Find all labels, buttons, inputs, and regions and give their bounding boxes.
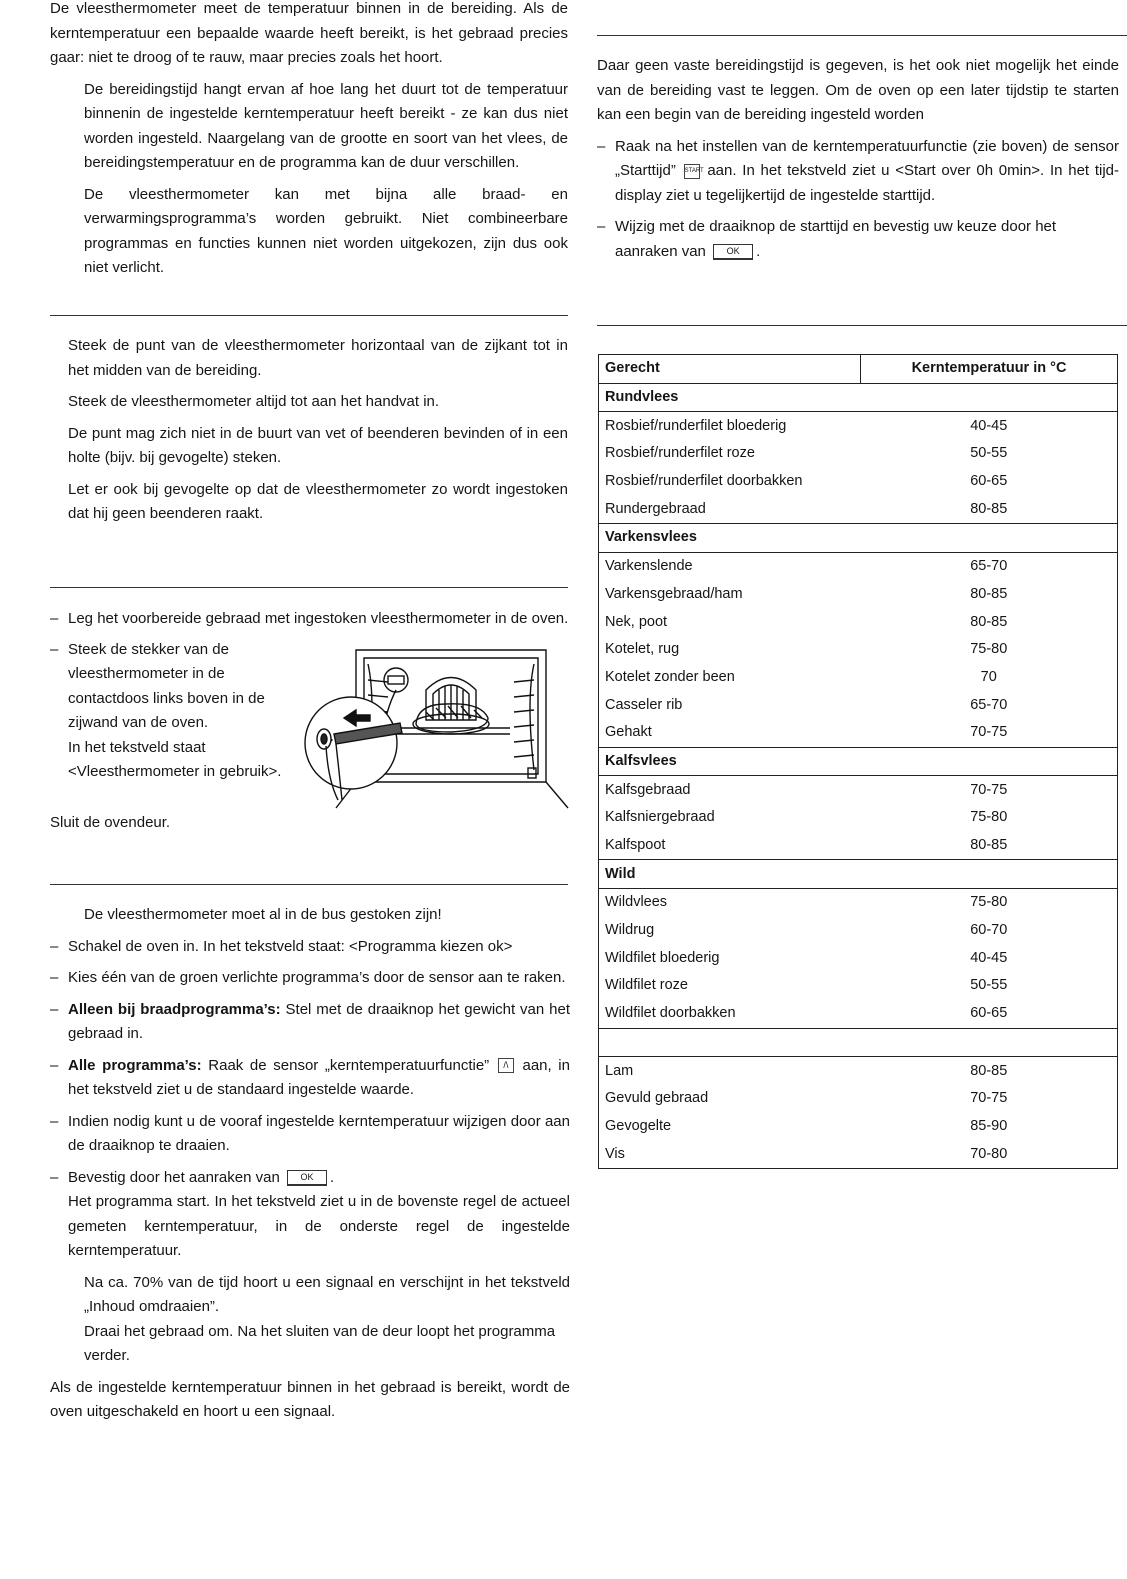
ok-button-icon: OK	[713, 244, 753, 260]
table-row	[599, 552, 1118, 580]
table-row	[599, 1085, 1118, 1113]
start-sensor-icon: START	[684, 164, 700, 179]
insert-step: Steek de punt van de vleesthermometer horizontaal van de zijkant tot in het midden van de bereiding.	[68, 337, 568, 379]
core-temperature-value: 75-80	[861, 889, 1118, 917]
insert-section	[50, 334, 568, 527]
table-row	[599, 664, 1118, 692]
table-row	[599, 832, 1118, 860]
warning-text: De vleesthermometer moet al in de bus gestoken zijn!	[84, 906, 442, 923]
core-temperature-value: 85-90	[861, 1113, 1118, 1141]
dish-name: Varkenslende	[599, 552, 861, 580]
table-row	[599, 1140, 1118, 1168]
probe-sensor-icon: /\	[498, 1058, 514, 1073]
step-emphasis: Alleen bij braadprogramma’s:	[68, 1000, 281, 1018]
table-row	[599, 412, 1118, 440]
dish-name: Wildrug	[599, 917, 861, 945]
dish-name: Kalfsniergebraad	[599, 804, 861, 832]
step-emphasis: Alle programma’s:	[68, 1056, 202, 1074]
usage-step: – Kies één van de groen verlichte programma’s door de sensor aan te raken.	[50, 966, 570, 991]
table-row	[599, 972, 1118, 1000]
core-temperature-value: 70-75	[861, 1085, 1118, 1113]
table-row	[599, 468, 1118, 496]
table-row	[599, 495, 1118, 523]
final-text: Als de ingestelde kerntemperatuur binnen in het gebraad is bereikt, wordt de oven uitgeschakeld en hoort u een signaal.	[50, 1378, 570, 1420]
core-temperature-value: 70	[861, 664, 1118, 692]
core-temperature-value: 65-70	[861, 552, 1118, 580]
step-text: Wijzig met de draaiknop de starttijd en bevestig uw keuze door het aanraken van	[615, 218, 1057, 260]
core-temperature-value: 80-85	[861, 1057, 1118, 1085]
core-temperature-value: 75-80	[861, 804, 1118, 832]
core-temperature-value: 70-80	[861, 1140, 1118, 1168]
dish-name: Kotelet, rug	[599, 636, 861, 664]
dish-name: Wildvlees	[599, 889, 861, 917]
step-text: Stel met de draaiknop het gewicht van het gebraad in.	[68, 1000, 570, 1042]
usage-step	[50, 1054, 570, 1103]
section-divider	[50, 315, 568, 316]
core-temperature-value: 65-70	[861, 691, 1118, 719]
insert-step: Let er ook bij gevogelte op dat de vleesthermometer zo wordt ingestoken dat hij geen beenderen raakt.	[68, 480, 568, 522]
table-blank-row	[599, 1028, 1118, 1057]
table-row	[599, 917, 1118, 945]
dish-name: Gehakt	[599, 719, 861, 747]
table-row	[599, 889, 1118, 917]
note-signal: Na ca. 70% van de tijd hoort u een signaal en verschijnt in het tekstveld „Inhoud omdraaien”.	[84, 1273, 570, 1315]
note-turn: Draai het gebraad om. Na het sluiten van de deur loopt het programma verder.	[84, 1322, 556, 1364]
close-door-text: Sluit de ovendeur.	[50, 813, 171, 831]
dish-name: Varkensgebraad/ham	[599, 581, 861, 609]
core-temperature-value: 80-85	[861, 608, 1118, 636]
left-column	[50, 0, 568, 281]
table-category-row	[599, 860, 1118, 889]
start-intro: Daar geen vaste bereidingstijd is gegeven, is het ook niet mogelijk het einde van de bereiding vast te leggen. Om de oven op een later tijdstip te starten kan een begin van de bereiding ingesteld worden	[597, 57, 1119, 123]
table-row	[599, 804, 1118, 832]
insert-step: De punt mag zich niet in de buurt van vet of beenderen bevinden of in een holte (bijv. bij gevogelte) steken.	[68, 424, 568, 466]
note-programs: De vleesthermometer kan met bijna alle braad- en verwarmingsprogramma’s worden gebruikt. Niet combineerbare programmas en functies kunnen niet worden uitgekozen, zijn dus ook niet verlicht.	[84, 185, 568, 276]
dish-name: Casseler rib	[599, 691, 861, 719]
start-step: – Wijzig met de draaiknop de starttijd en bevestig uw keuze door het aanraken van OK .	[597, 215, 1119, 264]
dish-name: Rosbief/runderfilet doorbakken	[599, 468, 861, 496]
table-row	[599, 581, 1118, 609]
core-temperature-value: 40-45	[861, 412, 1118, 440]
table-row	[599, 776, 1118, 804]
core-temperature-value: 75-80	[861, 636, 1118, 664]
dish-name: Gevogelte	[599, 1113, 861, 1141]
core-temperature-value: 60-70	[861, 917, 1118, 945]
column-header: Kerntemperatuur in °C	[861, 355, 1118, 384]
dish-name: Nek, poot	[599, 608, 861, 636]
category-label: Kalfsvlees	[599, 747, 1118, 776]
table-row	[599, 636, 1118, 664]
category-label: Varkensvlees	[599, 524, 1118, 553]
core-temperature-value: 40-45	[861, 944, 1118, 972]
usage-step: – Schakel de oven in. In het tekstveld staat: <Programma kiezen ok>	[50, 935, 570, 960]
note-duration: De bereidingstijd hangt ervan af hoe lang het duurt tot de temperatuur binnenin de ingestelde kerntemperatuur heeft bereikt - ze kan dus niet worden ingesteld. Naargelang van de grootte en soort van het vlees, de bereidingstemperatuur en de programma kan de duur verschillen.	[84, 80, 568, 171]
dish-name: Wildfilet roze	[599, 972, 861, 1000]
core-temperature-value: 60-65	[861, 1000, 1118, 1028]
core-temperature-value: 50-55	[861, 440, 1118, 468]
table-row	[599, 1057, 1118, 1085]
step-text: aan, in het tekstveld ziet u de standaard ingestelde waarde.	[68, 1056, 570, 1098]
section-divider	[50, 884, 568, 885]
oven-illustration	[296, 640, 571, 812]
dish-name: Gevuld gebraad	[599, 1085, 861, 1113]
section-divider	[50, 587, 568, 588]
dish-name: Rosbief/runderfilet bloederig	[599, 412, 861, 440]
step-text: Raak na het instellen van de kerntemperatuurfunctie (zie boven) de sensor „Starttijd”	[615, 137, 1119, 179]
table-row	[599, 691, 1118, 719]
table-row	[599, 719, 1118, 747]
step-text: Bevestig door het aanraken van	[68, 1168, 280, 1186]
category-label: Wild	[599, 860, 1118, 889]
dish-name: Lam	[599, 1057, 861, 1085]
column-header: Gerecht	[599, 355, 861, 384]
table-row	[599, 1000, 1118, 1028]
core-temperature-value: 80-85	[861, 832, 1118, 860]
placement-step: – Steek de stekker van de vleesthermometer in de contactdoos links boven in de zijwand van de oven.	[50, 638, 288, 736]
insert-step: Steek de vleesthermometer altijd tot aan het handvat in.	[68, 393, 440, 410]
dish-name: Wildfilet doorbakken	[599, 1000, 861, 1028]
ok-button-icon: OK	[287, 1170, 327, 1186]
table-row	[599, 440, 1118, 468]
dish-name: Kalfspoot	[599, 832, 861, 860]
usage-step: – Indien nodig kunt u de vooraf ingestelde kerntemperatuur wijzigen door aan de draaiknop te draaien.	[50, 1110, 570, 1159]
category-label: Rundvlees	[599, 383, 1118, 412]
core-temperature-value: 60-65	[861, 468, 1118, 496]
intro-text: De vleesthermometer meet de temperatuur binnen in de bereiding. Als de kerntemperatuur een bepaalde waarde heeft bereikt, is het gebraad precies gaar: niet te droog of te rauw, maar precies zoals het hoort.	[50, 0, 568, 66]
dish-name: Kalfsgebraad	[599, 776, 861, 804]
start-step	[597, 135, 1119, 209]
core-temperature-value: 80-85	[861, 581, 1118, 609]
section-divider	[597, 35, 1127, 36]
usage-step	[50, 998, 570, 1047]
table-row	[599, 608, 1118, 636]
dish-name: Kotelet zonder been	[599, 664, 861, 692]
section-divider	[597, 325, 1127, 326]
table-category-row	[599, 747, 1118, 776]
start-time-section	[597, 54, 1119, 264]
core-temperature-value: 80-85	[861, 495, 1118, 523]
usage-step: – Bevestig door het aanraken van OK . Het programma start. In het tekstveld ziet u in de bovenste regel de actueel gemeten kerntemperatuur, in de onderste regel de ingestelde kerntemperatuur.	[50, 1166, 570, 1264]
table-category-row	[599, 383, 1118, 412]
table-header	[599, 355, 1118, 384]
core-temperature-value: 70-75	[861, 719, 1118, 747]
table-category-row	[599, 524, 1118, 553]
dish-name: Rundergebraad	[599, 495, 861, 523]
step-text: Het programma start. In het tekstveld ziet u in de bovenste regel de actueel gemeten kerntemperatuur, in de onderste regel de ingestelde kerntemperatuur.	[68, 1193, 570, 1259]
core-temperature-value: 50-55	[861, 972, 1118, 1000]
table-row	[599, 944, 1118, 972]
core-temperature-table	[598, 354, 1118, 1169]
dish-name: Rosbief/runderfilet roze	[599, 440, 861, 468]
core-temperature-value: 70-75	[861, 776, 1118, 804]
placement-status: In het tekstveld staat <Vleesthermometer in gebruik>.	[68, 738, 282, 780]
usage-section	[50, 903, 570, 1425]
step-text: Raak de sensor „kerntemperatuurfunctie”	[201, 1056, 490, 1074]
table-row	[599, 1113, 1118, 1141]
category-label	[599, 1028, 1118, 1057]
placement-step: – Leg het voorbereide gebraad met ingestoken vleesthermometer in de oven.	[50, 607, 572, 632]
step-text: aan. In het tekstveld ziet u <Start over 0h 0min>. In het tijd-display ziet u tegelijkertijd de ingestelde starttijd.	[615, 162, 1119, 204]
dish-name: Wildfilet bloederig	[599, 944, 861, 972]
dish-name: Vis	[599, 1140, 861, 1168]
